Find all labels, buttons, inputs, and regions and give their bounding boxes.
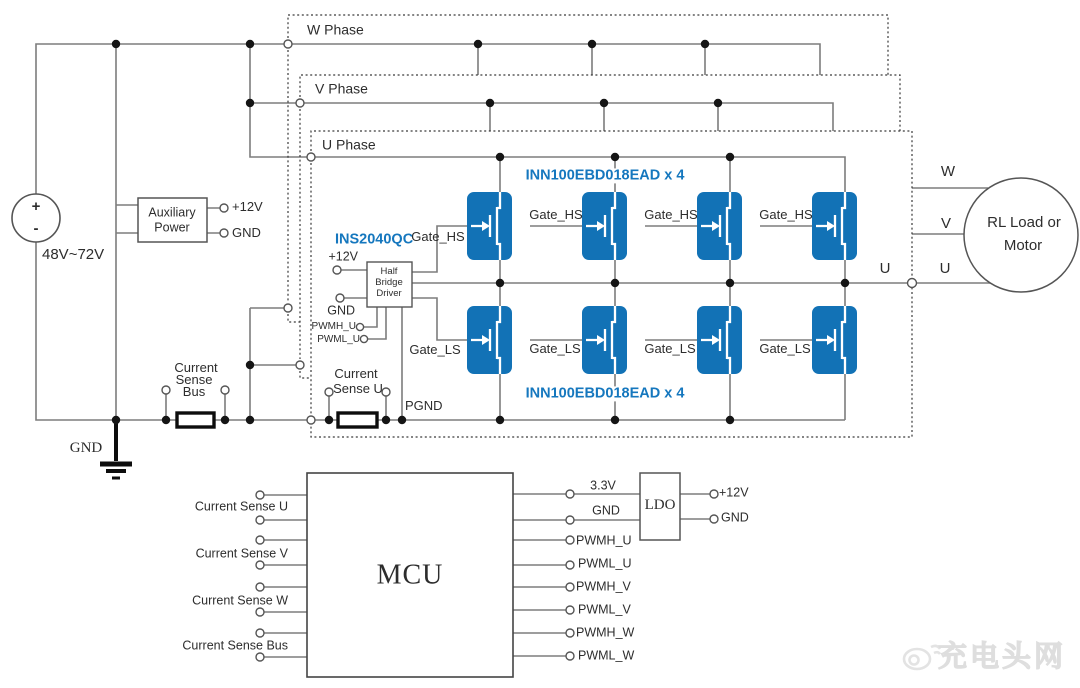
driver-pwml-pin-label: PWML_U xyxy=(317,333,360,345)
mosfet-hs-2 xyxy=(582,192,627,260)
ldo-12v-label: +12V xyxy=(719,485,749,500)
pwm-label-pwmh-u: PWMH_U xyxy=(576,533,632,548)
mcu-title: MCU xyxy=(376,559,444,591)
pwm-label-pwml-w: PWML_W xyxy=(578,648,635,663)
gate-ls-label-4: Gate_LS xyxy=(759,341,811,357)
w-phase-label: W Phase xyxy=(307,21,364,38)
fet-part-label-top: INN100EBD018EAD x 4 xyxy=(525,167,685,184)
gate-ls-label-2: Gate_LS xyxy=(529,341,581,357)
driver-part-label: INS2040QC xyxy=(335,231,414,248)
pwm-label-pwml-v: PWML_V xyxy=(578,602,631,617)
motor-circle xyxy=(964,178,1078,292)
pgnd-label: PGND xyxy=(405,398,443,414)
mosfet-hs-4 xyxy=(812,192,857,260)
v-phase-label: V Phase xyxy=(315,80,368,97)
weibo-icon xyxy=(904,646,940,669)
output-v-label: V xyxy=(940,215,952,233)
u-node-label-inner: U xyxy=(879,260,891,278)
mosfet-ls-4 xyxy=(812,306,857,374)
gate-hs-label-2: Gate_HS xyxy=(529,207,583,223)
gate-hs-label-3: Gate_HS xyxy=(644,207,698,223)
pwm-label-pwmh-w: PWMH_W xyxy=(576,625,635,640)
mcu-input-label-sense-w: Current Sense W xyxy=(192,593,288,608)
motor-label-line1: RL Load or xyxy=(987,214,1061,232)
watermark-text: 充电头网 xyxy=(938,640,1067,673)
mcu-33v-label: 3.3V xyxy=(590,478,616,493)
aux-power-label-line1: Auxiliary xyxy=(148,205,196,220)
ldo-gnd-label: GND xyxy=(721,510,749,525)
mosfet-ls-2 xyxy=(582,306,627,374)
gate-hs-label-4: Gate_HS xyxy=(759,207,813,223)
mcu-input-label-sense-v: Current Sense V xyxy=(195,546,288,561)
mcu-input-label-sense-bus: Current Sense Bus xyxy=(182,638,288,653)
output-w-label: W xyxy=(940,163,956,181)
pwm-label-pwml-u: PWML_U xyxy=(578,556,632,571)
gnd-symbol-label: GND xyxy=(69,440,103,457)
driver-pwmh-pin-label: PWMH_U xyxy=(311,320,356,332)
shunt-resistor-bus xyxy=(177,413,214,427)
source-minus-sign: - xyxy=(33,220,39,238)
gate-hs-label-1: Gate_HS xyxy=(411,229,465,245)
motor-label-line2: Motor xyxy=(1003,237,1043,255)
sense-bus-label-line3: Bus xyxy=(182,384,206,400)
sense-u-label-line1: Current xyxy=(334,366,378,382)
aux-12v-label: +12V xyxy=(232,199,263,215)
driver-12v-pin-label: +12V xyxy=(328,249,358,264)
sense-u-label-line2: Sense U xyxy=(333,381,383,397)
mcu-gnd-label: GND xyxy=(592,503,620,518)
mosfet-hs-1 xyxy=(467,192,512,260)
sense-bus-label-line1: Current xyxy=(174,360,218,376)
aux-gnd-label: GND xyxy=(232,225,261,241)
driver-name-line3: Driver xyxy=(376,288,402,300)
source-voltage-label: 48V~72V xyxy=(42,246,105,264)
output-u-label: U xyxy=(939,260,951,278)
mcu-input-label-sense-u: Current Sense U xyxy=(194,499,288,514)
mosfet-hs-3 xyxy=(697,192,742,260)
gate-ls-label-3: Gate_LS xyxy=(644,341,696,357)
mosfet-ls-1 xyxy=(467,306,512,374)
sense-bus-label-line2: Sense xyxy=(175,372,213,388)
source-plus-sign: + xyxy=(31,198,41,216)
driver-name-line1: Half xyxy=(380,266,398,278)
shunt-resistor-u xyxy=(338,413,377,427)
pwm-label-pwmh-v: PWMH_V xyxy=(576,579,631,594)
mosfet-ls-3 xyxy=(697,306,742,374)
ldo-title: LDO xyxy=(644,497,676,514)
driver-gnd-pin-label: GND xyxy=(327,303,355,318)
gate-ls-label-1: Gate_LS xyxy=(409,342,461,358)
fet-part-label-bottom: INN100EBD018EAD x 4 xyxy=(525,385,685,402)
driver-name-line2: Bridge xyxy=(375,277,403,289)
aux-power-label-line2: Power xyxy=(154,220,190,235)
ground-symbol xyxy=(100,420,132,478)
u-phase-label: U Phase xyxy=(322,136,376,153)
